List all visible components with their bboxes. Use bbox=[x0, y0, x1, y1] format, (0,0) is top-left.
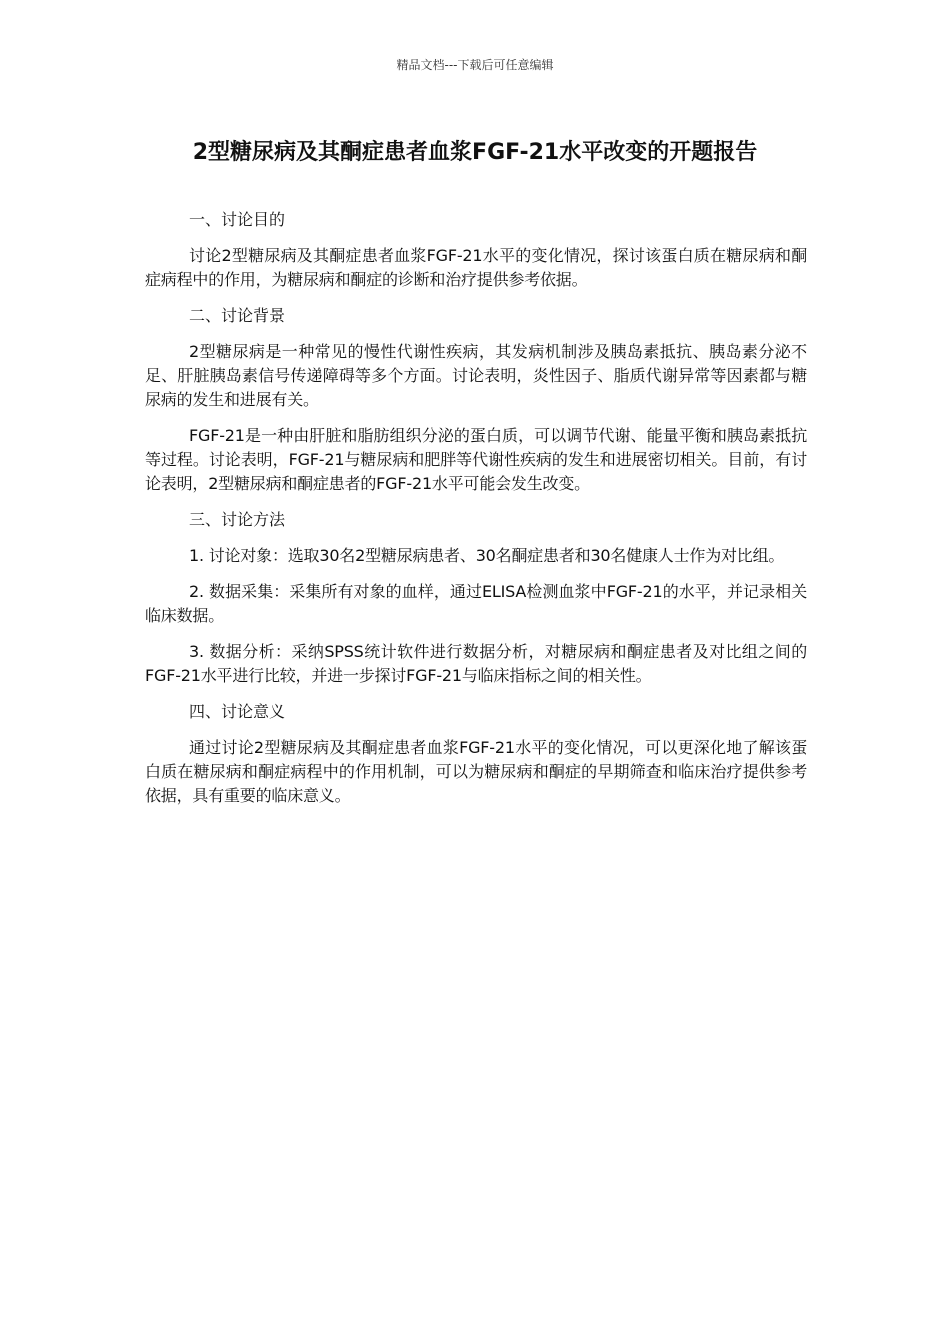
section-heading-methods: 三、讨论方法 bbox=[189, 510, 286, 529]
paragraph-purpose: 讨论2型糖尿病及其酮症患者血浆FGF-21水平的变化情况，探讨该蛋白质在糖尿病和酮症病程中的作用，为糖尿病和酮症的诊断和治疗提供参考依据。 bbox=[145, 246, 807, 289]
document-title: 2型糖尿病及其酮症患者血浆FGF-21水平改变的开题报告 bbox=[192, 140, 758, 165]
paragraph-methods-collection: 2. 数据采集：采集所有对象的血样，通过ELISA检测血浆中FGF-21的水平，并记录相关临床数据。 bbox=[145, 582, 807, 625]
header-note: 精品文档---下载后可任意编辑 bbox=[396, 58, 554, 72]
document-body bbox=[145, 208, 807, 820]
section-heading-significance: 四、讨论意义 bbox=[189, 702, 286, 721]
section-heading-background: 二、讨论背景 bbox=[189, 306, 286, 325]
section-heading-purpose: 一、讨论目的 bbox=[189, 210, 286, 229]
paragraph-significance: 通过讨论2型糖尿病及其酮症患者血浆FGF-21水平的变化情况，可以更深化地了解该蛋白质在糖尿病和酮症病程中的作用机制，可以为糖尿病和酮症的早期筛查和临床治疗提供参考依据，具有重要的临床意义。 bbox=[145, 738, 807, 805]
paragraph-background-1: 2型糖尿病是一种常见的慢性代谢性疾病，其发病机制涉及胰岛素抵抗、胰岛素分泌不足、肝脏胰岛素信号传递障碍等多个方面。讨论表明，炎性因子、脂质代谢异常等因素都与糖尿病的发生和进展有关。 bbox=[145, 342, 807, 409]
paragraph-methods-analysis: 3. 数据分析：采纳SPSS统计软件进行数据分析，对糖尿病和酮症患者及对比组之间的FGF-21水平进行比较，并进一步探讨FGF-21与临床指标之间的相关性。 bbox=[145, 642, 807, 685]
paragraph-methods-subjects: 1. 讨论对象：选取30名2型糖尿病患者、30名酮症患者和30名健康人士作为对比组。 bbox=[189, 546, 785, 565]
paragraph-background-2: FGF-21是一种由肝脏和脂肪组织分泌的蛋白质，可以调节代谢、能量平衡和胰岛素抵抗等过程。讨论表明，FGF-21与糖尿病和肥胖等代谢性疾病的发生和进展密切相关。目前，有讨论表明，2型糖尿病和酮症患者的FGF-21水平可能会发生改变。 bbox=[145, 426, 807, 493]
